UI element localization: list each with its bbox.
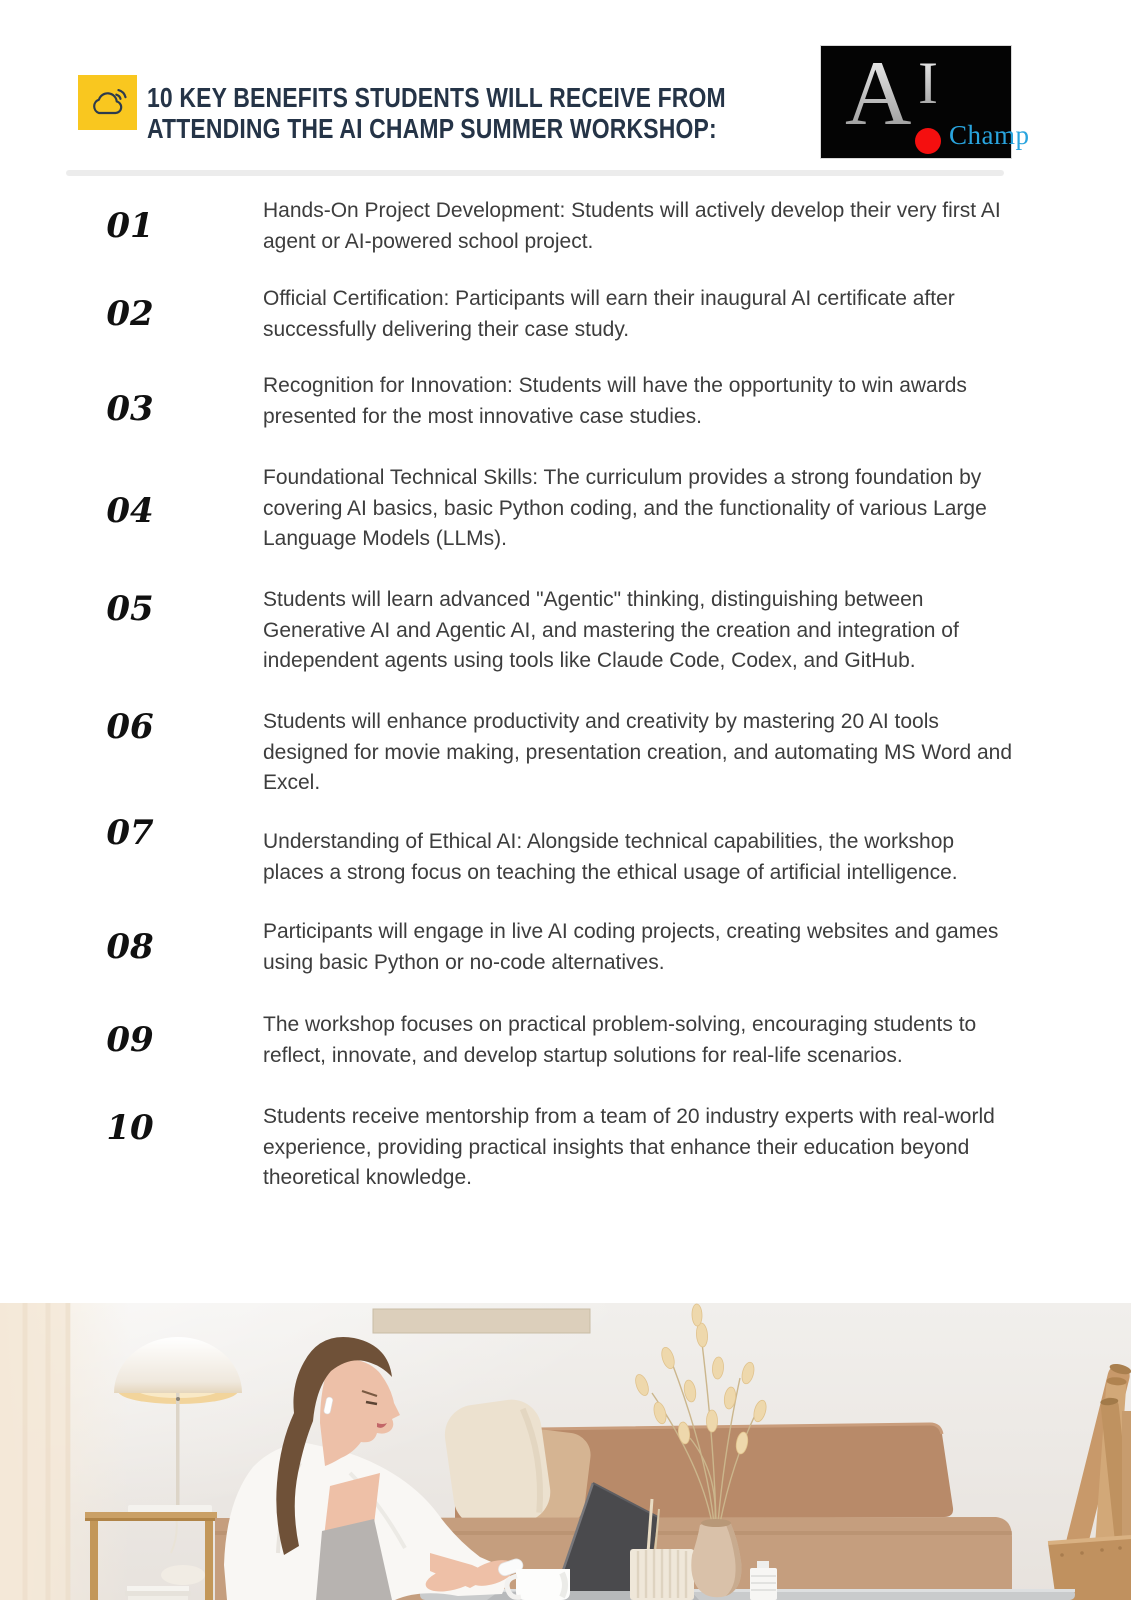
cloud-signal-icon: [88, 83, 128, 123]
benefit-number: 06: [106, 707, 154, 747]
logo-red-dot: [915, 128, 941, 154]
curtain: [0, 1303, 130, 1600]
benefit-text: Students receive mentorship from a team of 20 industry experts with real-world experience, providing practical insights that enhance their education beyond theoretical knowledge.: [263, 1105, 995, 1190]
benefit-number: 07: [106, 813, 154, 853]
logo-letter-a: A: [845, 38, 911, 148]
benefit-number: 01: [106, 206, 154, 246]
benefit-text: Official Certification: Participants will earn their inaugural AI certificate after successfully delivering their case study.: [263, 287, 955, 341]
benefit-number: 03: [106, 389, 154, 429]
book-stack: [125, 1586, 191, 1600]
page-title-line1: 10 KEY BENEFITS STUDENTS WILL RECEIVE FROM: [147, 82, 726, 113]
bowl: [161, 1565, 205, 1585]
benefit-text: Hands-On Project Development: Students will actively develop their very first AI agent or AI-powered school project.: [263, 199, 1001, 253]
coffee-mug: [507, 1569, 570, 1600]
wall-art: [373, 1309, 590, 1333]
benefit-text: The workshop focuses on practical problem-solving, encouraging students to reflect, innovate, and develop startup solutions for real-life scenarios.: [263, 1013, 977, 1067]
logo-letter-i: I: [918, 50, 938, 116]
benefit-number: 09: [106, 1020, 154, 1060]
living-room-scene: [0, 1303, 1131, 1600]
logo-champ-text: Champ: [949, 120, 1030, 150]
benefit-text: Students will enhance productivity and creativity by mastering 20 AI tools designed for movie making, presentation creation, and automating MS Word and Excel.: [263, 710, 1013, 795]
hero-photo: [0, 1303, 1131, 1600]
benefit-number: 04: [106, 491, 154, 531]
benefit-text: Recognition for Innovation: Students will have the opportunity to win awards presented for the most innovative case studies.: [263, 374, 967, 428]
benefit-number: 05: [106, 589, 154, 629]
cream-pillow: [441, 1396, 554, 1531]
benefit-text: Students will learn advanced "Agentic" thinking, distinguishing between Generative AI and Agentic AI, and mastering the creation and integration of independent agents using tools like Claude Code, Codex, and GitHub.: [263, 588, 959, 673]
benefit-number: 10: [106, 1108, 154, 1148]
benefit-text: Understanding of Ethical AI: Alongside technical capabilities, the workshop places a strong focus on teaching the ethical usage of artificial intelligence.: [263, 830, 958, 884]
header-icon-box: [78, 75, 137, 130]
page-title-line2: ATTENDING THE AI CHAMP SUMMER WORKSHOP:: [147, 113, 717, 144]
page-title: [147, 82, 726, 144]
benefit-number: 02: [106, 294, 154, 334]
benefit-text: Foundational Technical Skills: The curriculum provides a strong foundation by covering AI basics, basic Python coding, and the functionality of various Large Language Models (LLMs).: [263, 466, 987, 551]
ai-champ-logo: [820, 42, 1030, 159]
benefit-text: Participants will engage in live AI coding projects, creating websites and games using basic Python or no-code alternatives.: [263, 920, 999, 974]
header-divider: [66, 170, 1004, 176]
benefit-number: 08: [106, 927, 154, 967]
